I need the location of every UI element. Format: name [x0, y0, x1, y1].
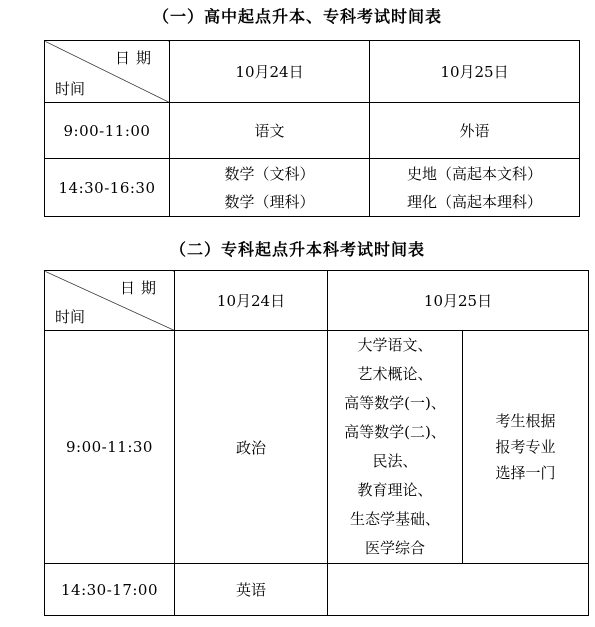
table2-row-morning: [45, 331, 589, 564]
table1-row-morning: [45, 103, 580, 159]
table1-diagonal-header: [45, 41, 170, 103]
subject-list-item: 高等数学(一)、: [344, 394, 446, 412]
table2-selection-note: [463, 331, 589, 564]
date-header-label: 日期: [119, 279, 162, 297]
note-line: 报考专业: [495, 438, 556, 456]
subject-label: 理化（高起本理科）: [406, 192, 542, 211]
note-line: 考生根据: [495, 412, 556, 430]
table1-time-morning: 9:00-11:00: [45, 103, 170, 159]
subject-label: 数学（文科）: [224, 164, 315, 183]
subject-list-item: 医学综合: [364, 539, 425, 557]
table1-title: （一）高中起点升本、专科考试时间表: [152, 7, 442, 26]
table1-time-afternoon: 14:30-16:30: [45, 159, 170, 217]
subject-label: 史地（高起本文科）: [406, 164, 542, 183]
table2-time-afternoon: 14:30-17:00: [45, 564, 175, 616]
subject-list-item: 大学语文、: [357, 336, 433, 354]
table1-day2-header: 10月25日: [370, 41, 580, 103]
subject-label: 外语: [459, 121, 490, 140]
table2-day1-afternoon-subject: 英语: [175, 564, 328, 616]
table1-day1-afternoon-subjects: [170, 159, 370, 217]
subject-list-item: 民法、: [372, 452, 418, 470]
table2-day1-morning-subject: 政治: [175, 331, 328, 564]
subject-list-item: 艺术概论、: [357, 365, 433, 383]
table2-diagonal-header: [45, 271, 175, 331]
table2-day2-subject-list: [328, 331, 463, 564]
table2-day1-header: 10月24日: [175, 271, 328, 331]
exam-schedule-table-1: [44, 40, 580, 217]
table1-day2-afternoon-subjects: [370, 159, 580, 217]
table1-header-row: [45, 41, 580, 103]
subject-list-item: 教育理论、: [357, 481, 433, 499]
table2-day2-afternoon-empty: [328, 564, 589, 616]
table2-row-afternoon: [45, 564, 589, 616]
date-header-label: 日期: [114, 49, 157, 67]
exam-schedule-table-2: [44, 270, 589, 616]
subject-list-item: 生态学基础、: [349, 510, 440, 528]
table1-day2-morning-subject: [370, 103, 580, 159]
time-header-label: 时间: [55, 308, 86, 326]
subject-label: 语文: [254, 121, 285, 140]
subject-list-item: 高等数学(二)、: [344, 423, 446, 441]
table2-title: （二）专科起点升本科考试时间表: [169, 240, 425, 259]
table1-day1-morning-subject: [170, 103, 370, 159]
table2-day2-header: 10月25日: [328, 271, 589, 331]
table1-row-afternoon: [45, 159, 580, 217]
time-header-label: 时间: [55, 80, 86, 98]
table2-time-morning: 9:00-11:30: [45, 331, 175, 564]
table2-header-row: [45, 271, 589, 331]
table1-day1-header: 10月24日: [170, 41, 370, 103]
subject-label: 数学（理科）: [224, 192, 315, 211]
note-line: 选择一门: [495, 464, 556, 482]
